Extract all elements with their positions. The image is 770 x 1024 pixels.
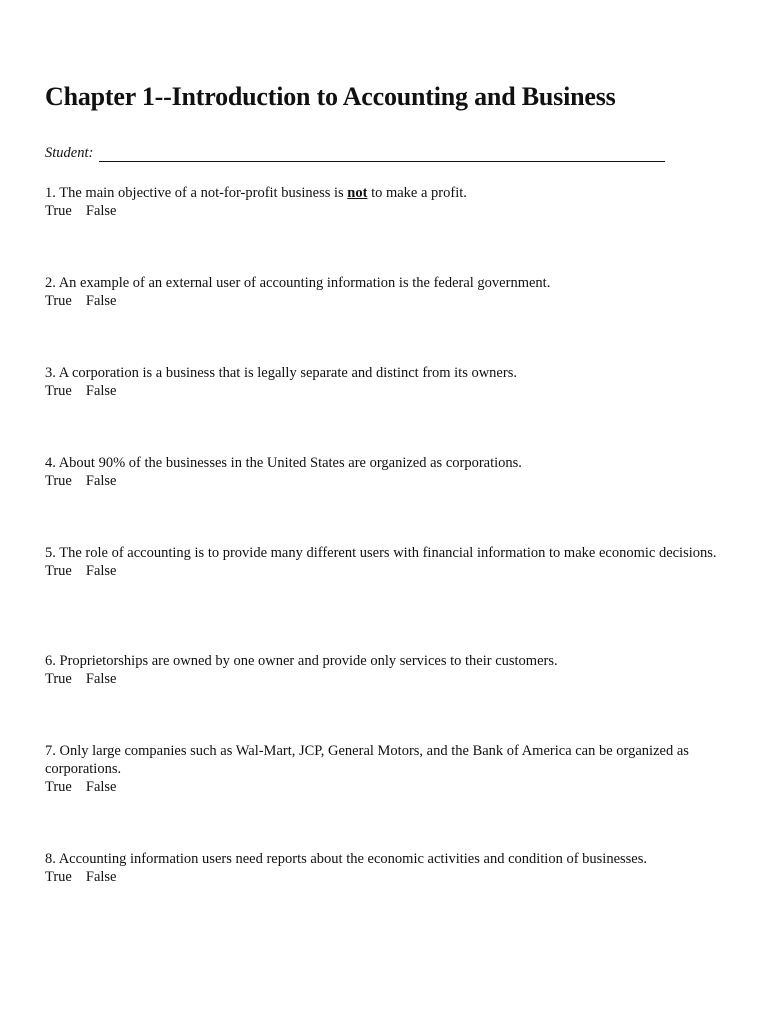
true-option[interactable]: True	[45, 671, 72, 687]
page-title: Chapter 1--Introduction to Accounting and Business	[45, 82, 616, 111]
answer-options	[45, 670, 735, 688]
question-number: 7.	[45, 743, 56, 759]
answer-options	[45, 472, 735, 490]
question-text: 3. A corporation is a business that is legally separate and distinct from its owners.	[45, 365, 517, 381]
question-2	[45, 274, 735, 310]
false-option[interactable]: False	[85, 869, 117, 885]
true-option[interactable]: True	[45, 869, 72, 885]
question-number: 3.	[45, 365, 56, 381]
emphasis-not: not	[347, 185, 368, 201]
question-text: 1. The main objective of a not-for-profit business is not to make a profit.	[45, 185, 467, 201]
false-option[interactable]: False	[85, 293, 117, 309]
answer-options	[45, 382, 735, 400]
true-option[interactable]: True	[45, 563, 72, 579]
true-option[interactable]: True	[45, 293, 72, 309]
question-4	[45, 454, 735, 490]
answer-options	[45, 292, 735, 310]
true-option[interactable]: True	[45, 779, 72, 795]
question-number: 2.	[45, 275, 56, 291]
question-1	[45, 184, 735, 220]
true-option[interactable]: True	[45, 203, 72, 219]
false-option[interactable]: False	[85, 779, 117, 795]
question-6	[45, 652, 735, 688]
question-number: 4.	[45, 455, 56, 471]
false-option[interactable]: False	[85, 563, 117, 579]
question-text: 4. About 90% of the businesses in the United States are organized as corporations.	[45, 455, 522, 471]
question-text: 7. Only large companies such as Wal-Mart, JCP, General Motors, and the Bank of America can be organized as corporations.	[45, 743, 689, 777]
answer-options	[45, 778, 735, 796]
question-text: 2. An example of an external user of accounting information is the federal government.	[45, 275, 551, 291]
question-8	[45, 850, 735, 886]
question-number: 6.	[45, 653, 56, 669]
true-option[interactable]: True	[45, 383, 72, 399]
student-label: Student:	[45, 145, 94, 161]
false-option[interactable]: False	[85, 671, 117, 687]
question-7	[45, 742, 735, 796]
answer-options	[45, 562, 735, 580]
answer-options	[45, 202, 735, 220]
question-number: 8.	[45, 851, 56, 867]
question-number: 5.	[45, 545, 56, 561]
student-field	[45, 145, 665, 162]
question-text: 6. Proprietorships are owned by one owner and provide only services to their customers.	[45, 653, 558, 669]
false-option[interactable]: False	[85, 473, 117, 489]
student-name-line[interactable]	[99, 147, 665, 162]
question-text: 8. Accounting information users need reports about the economic activities and condition of businesses.	[45, 851, 648, 867]
question-5	[45, 544, 735, 580]
question-number: 1.	[45, 185, 56, 201]
question-3	[45, 364, 735, 400]
false-option[interactable]: False	[85, 203, 117, 219]
answer-options	[45, 868, 735, 886]
false-option[interactable]: False	[85, 383, 117, 399]
question-text: 5. The role of accounting is to provide many different users with financial information to make economic decisions.	[45, 545, 717, 561]
true-option[interactable]: True	[45, 473, 72, 489]
